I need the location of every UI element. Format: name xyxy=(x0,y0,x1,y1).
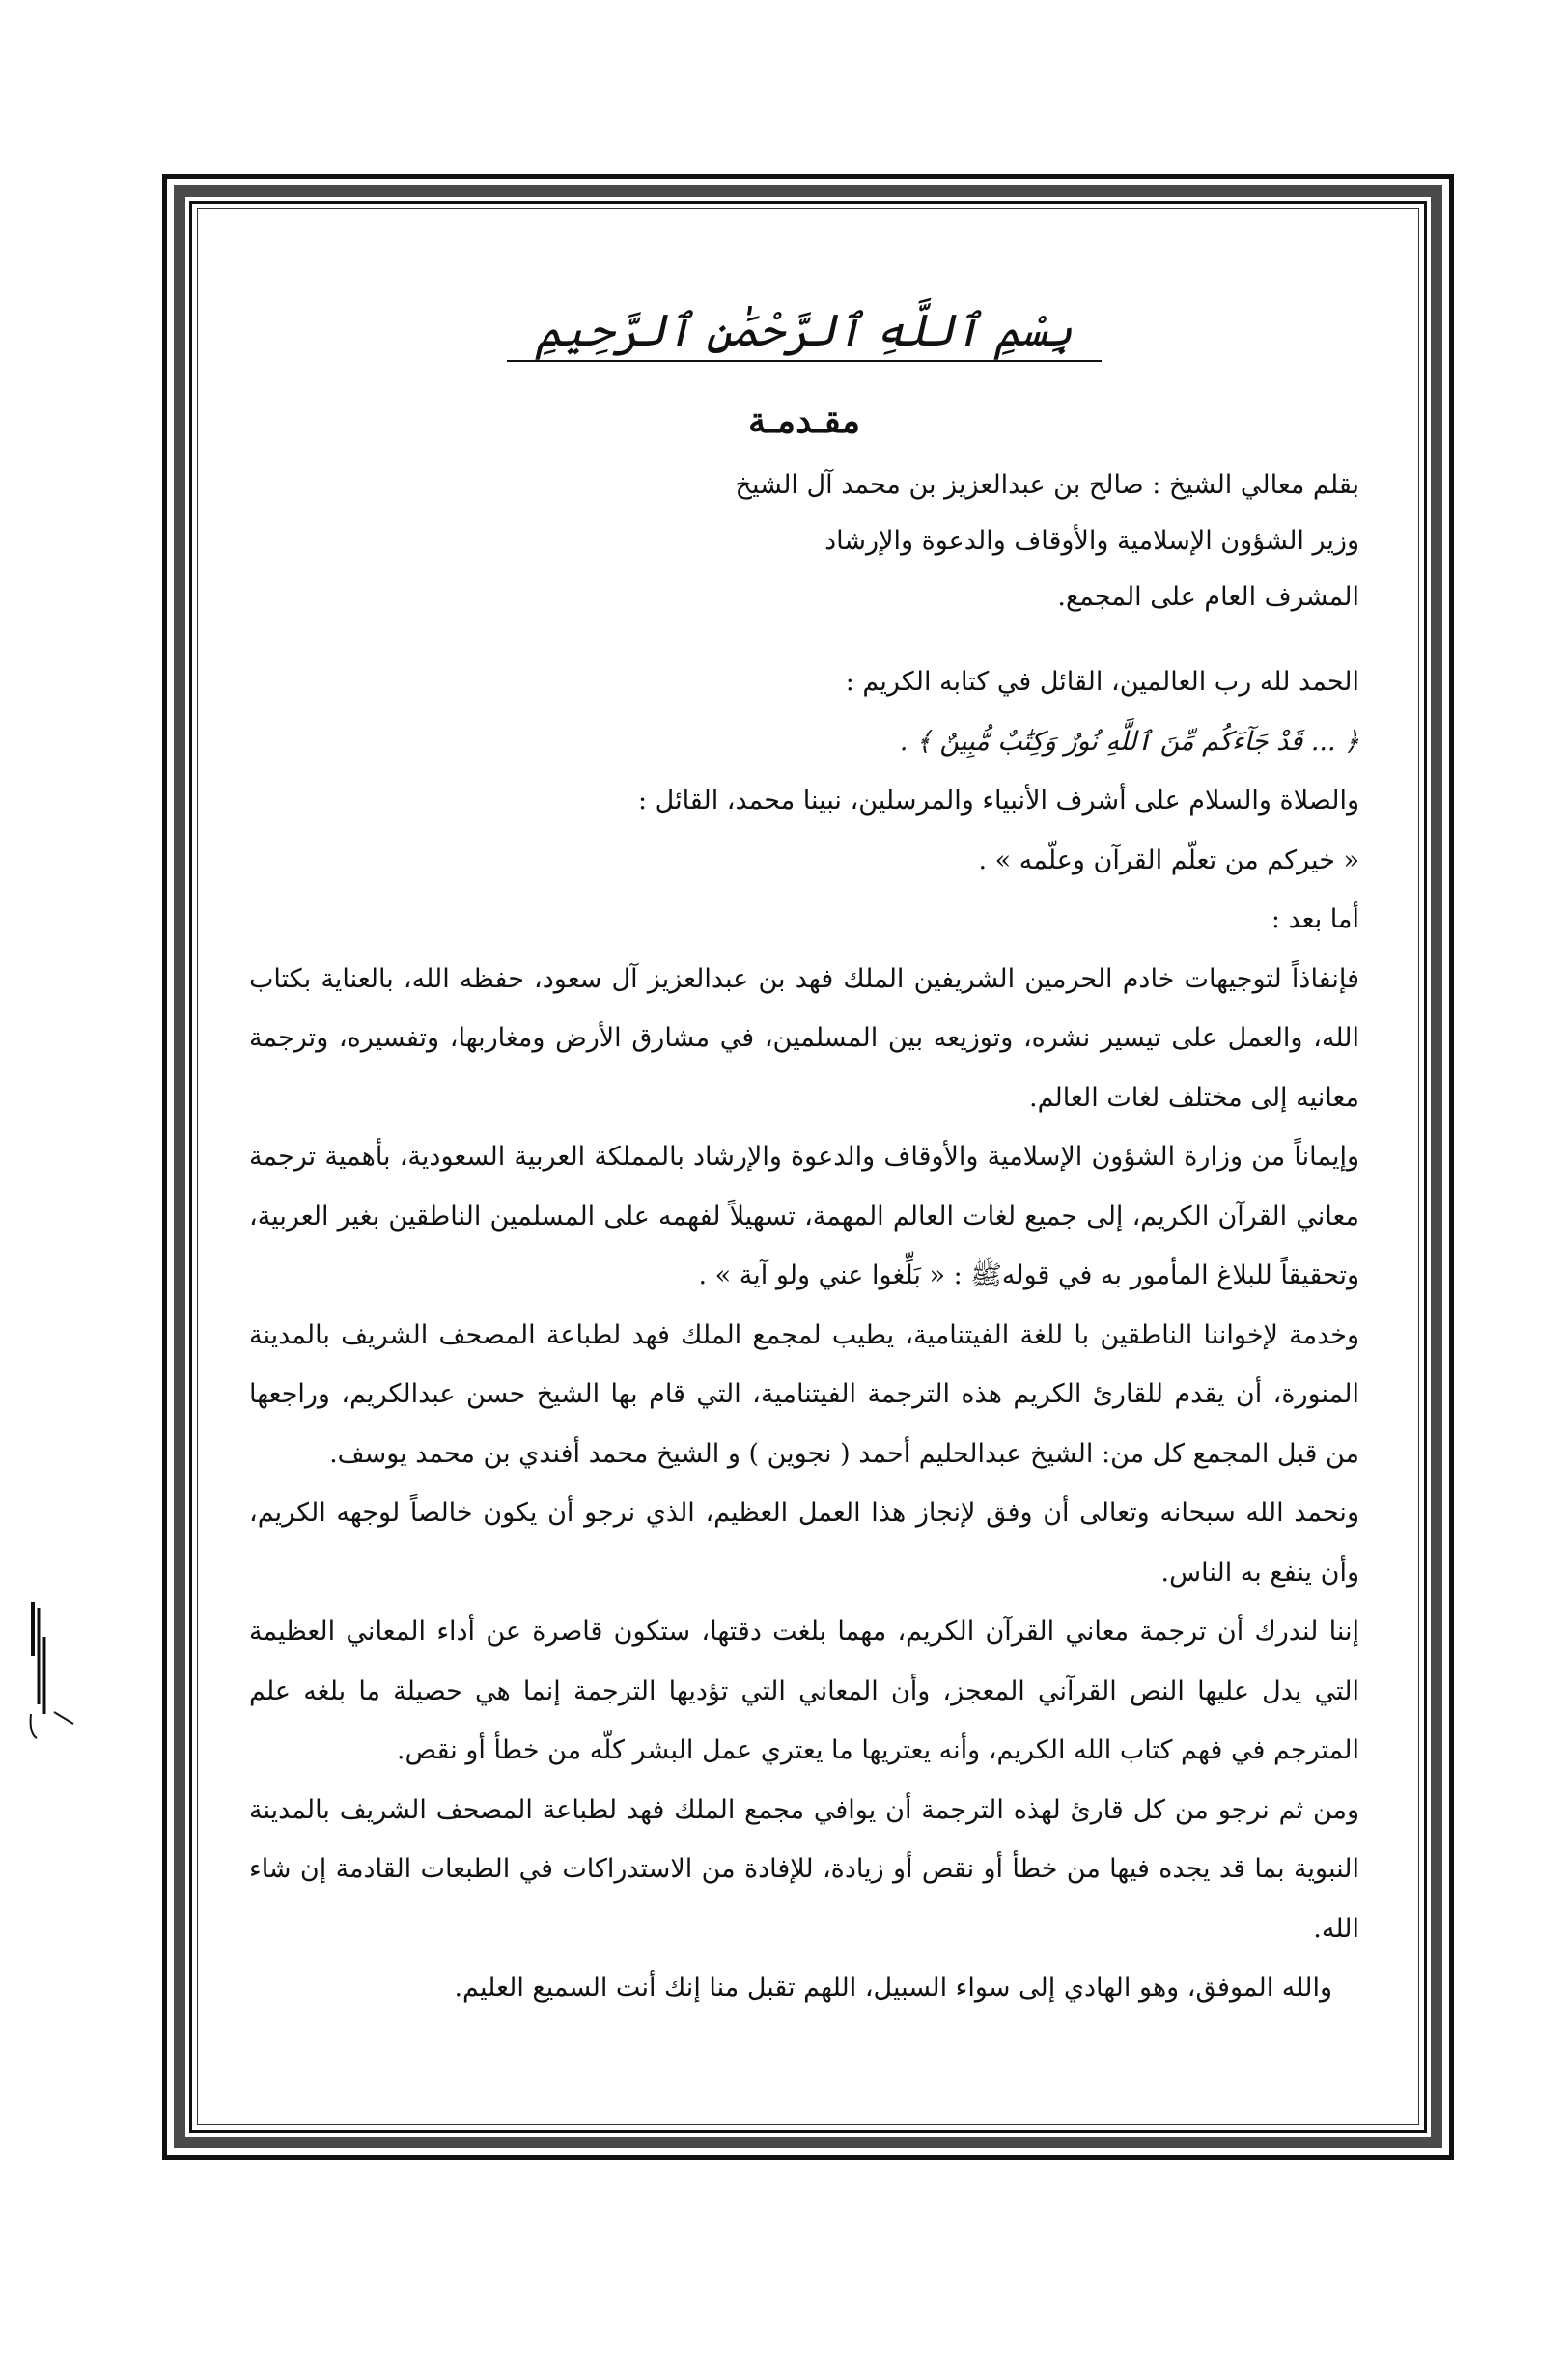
author-block xyxy=(249,457,1359,625)
basmala-text: بِسْمِ ٱللَّهِ ٱلرَّحْمَٰنِ ٱلرَّحِيمِ xyxy=(507,304,1102,362)
paragraph-infadhan: فإنفاذاً لتوجيهات خادم الحرمين الشريفين الملك فهد بن عبدالعزيز آل سعود، حفظه الله، بالعناية بكتاب الله، والعمل على تيسير نشره، وتوزيعه بين المسلمين، في مشارق الأرض ومغاربها، وتفسيره، وترجمة معانيه إلى مختلف لغات العالم. xyxy=(249,963,1359,1113)
paragraph-khidma: وخدمة لإخواننا الناطقين با للغة الفيتنامية، يطيب لمجمع الملك فهد لطباعة المصحف الشريف بالمدينة المنورة، أن يقدم للقارئ الكريم هذه الترجمة الفيتنامية، التي قام بها الشيخ حسن عبدالكريم، وراجعها من قبل المجمع كل من: الشيخ عبدالحليم أحمد ( نجوين ) و الشيخ محمد أفندي بن محمد يوسف. xyxy=(249,1319,1359,1469)
paragraph-amma-baad: أما بعد : xyxy=(1271,904,1359,934)
margin-scribble xyxy=(25,1598,83,1743)
page-content xyxy=(249,290,1359,2085)
hadith-quote: « خيركم من تعلّم القرآن وعلّمه » . xyxy=(978,844,1359,875)
paragraph-imanan: وإيماناً من وزارة الشؤون الإسلامية والأوقاف والدعوة والإرشاد بالمملكة العربية السعودية، بأهمية ترجمة معاني القرآن الكريم، إلى جميع لغات العالم المهمة، تسهيلاً لفهمه على المسلمين الناطقين بغير العربية، وتحقيقاً للبلاغ المأمور به في قولهﷺ : « بَلِّغوا عني ولو آية » . xyxy=(249,1142,1359,1290)
author-line: بقلم معالي الشيخ : صالح بن عبدالعزيز بن محمد آل الشيخ xyxy=(735,470,1359,500)
paragraph-hamd-2: ونحمد الله سبحانه وتعالى أن وفق لإنجاز هذا العمل العظيم، الذي نرجو أن يكون خالصاً لوجهه الكريم، وأن ينفع به الناس. xyxy=(249,1498,1359,1588)
paragraph-closing: والله الموفق، وهو الهادي إلى سواء السبيل، اللهم تقبل منا إنك أنت السميع العليم. xyxy=(454,1973,1332,2003)
paragraph-translation-limits: إننا لندرك أن ترجمة معاني القرآن الكريم، مهما بلغت دقتها، ستكون قاصرة عن أداء المعاني العظيمة التي يدل عليها النص القرآني المعجز، وأن المعاني التي تؤديها الترجمة إنما هي حصيلة ما بلغه علم المترجم في فهم كتاب الله الكريم، وأنه يعتريها ما يعتري عمل البشر كلّه من خطأ أو نقص. xyxy=(249,1617,1359,1765)
basmala xyxy=(249,290,1359,376)
paragraph-salat: والصلاة والسلام على أشرف الأنبياء والمرسلين، نبينا محمد، القائل : xyxy=(637,786,1359,816)
paragraph-request-feedback: ومن ثم نرجو من كل قارئ لهذه الترجمة أن يوافي مجمع الملك فهد لطباعة المصحف الشريف بالمدينة النبوية بما قد يجده فيها من خطأ أو نقص أو زيادة، للإفادة من الاستدراكات في الطبعات القادمة إن شاء الله. xyxy=(249,1794,1359,1944)
paragraph-hamd: الحمد لله رب العالمين، القائل في كتابه الكريم : xyxy=(845,667,1359,697)
author-role: وزير الشؤون الإسلامية والأوقاف والدعوة والإرشاد xyxy=(824,526,1359,556)
page-title: مقـدمـة xyxy=(747,401,861,441)
author-role-2: المشرف العام على المجمع. xyxy=(1057,582,1359,612)
body-text xyxy=(249,652,1359,2018)
quran-verse: ﴿ ... قَدْ جَآءَكُم مِّنَ ٱللَّهِ نُورٌ وَكِتَٰبٌ مُّبِينٌ ﴾ . xyxy=(899,726,1359,757)
